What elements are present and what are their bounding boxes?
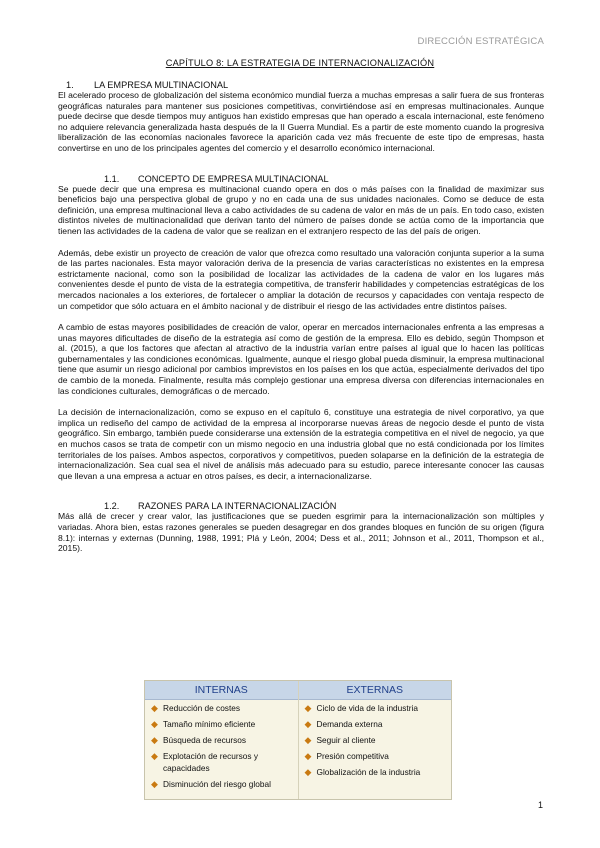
diamond-bullet-icon: ◆ [151,735,158,746]
section-1-1-paragraph-3: A cambio de estas mayores posibilidades de creación de valor, operar en mercados internacionales enfrenta a las empresas a unas mayores dificultades de diseño de la estrategia así como de gestión de la empresa. Ello es debido, según Thompson et al. (2015), a que los factores que afectan al atractivo de la industria varían entre países al igual que lo hacen las políticas gubernamentales y las condiciones económicas. Igualmente, aunque el riesgo global pueda disminuir, la empresa multinacional tiene que asumir un riesgo adicional por cambios imprevistos en los países en los que actúa, especialmente derivados del tipo de cambio de la moneda. Finalmente, resulta más complejo gestionar una empresa diversa con diferencias internacionales en las condiciones culturales, demográficas o de mercado. [58,322,544,396]
section-1-1-number: 1.1. [104,173,120,184]
list-item: ◆ Presión competitiva [304,751,389,762]
section-1-title: LA EMPRESA MULTINACIONAL [94,80,229,90]
internas-column [145,681,299,799]
section-1-heading [66,80,544,90]
list-item: ◆ Búsqueda de recursos [151,735,247,746]
diamond-bullet-icon: ◆ [151,778,158,789]
list-item: ◆ Demanda externa [304,719,383,730]
chapter-title: CAPÍTULO 8: LA ESTRATEGIA DE INTERNACIONALIZACIÓN [165,58,435,68]
list-item: ◆ Seguir al cliente [304,735,376,746]
diamond-bullet-icon: ◆ [304,735,312,746]
section-1-paragraph: El acelerado proceso de globalización del sistema económico mundial fuerza a muchas empresas a salir fuera de sus fronteras geográficas naturales para mantener sus posiciones competitivas, convirtiéndose así en empresas multinacionales. Aunque puede decirse que desde tiempos muy antiguos han existido empresas que han operado a escala internacional, este fenómeno no adquiere relevancia generalizada hasta después de la II Guerra Mundial. Es a partir de este momento cuando la progresiva liberalización de las economías nacionales favorece la aparición cada vez más frecuente de este tipo de empresas, hasta convertirse en uno de los principales agentes del comercio y el desarrollo económico internacional. [58,90,544,153]
section-1-2-heading [104,501,544,511]
diamond-bullet-icon: ◆ [151,751,158,762]
running-header: DIRECCIÓN ESTRATÉGICA [417,36,544,47]
list-item: ◆ Globalización de la industria [304,767,421,778]
diamond-bullet-icon: ◆ [304,719,312,730]
list-item: ◆ Tamaño mínimo eficiente [151,719,256,730]
section-1-1-paragraph-2: Además, debe existir un proyecto de creación de valor que ofrezca como resultado una valoración conjunta superior a la suma de las partes nacionales. Esta mayor valoración deriva de la presencia de varias características no existentes en la empresa estrictamente nacional, como son la posibilidad de localizar las actividades de la cadena de valor en los lugares más convenientes desde el punto de vista de la estrategia competitiva, de transferir habilidades y competencias estratégicas de los mercados nacionales a los exteriores, de fortalecer o ampliar la dotación de recursos y capacidades con ventaja respecto de un competidor que sólo actuara en el ámbito nacional y de distribuir el riesgo de las actividades entre distintos países. [58,247,544,311]
section-1-1-heading [104,174,544,184]
list-item: ◆ Reducción de costes [151,703,241,713]
section-1-2-number: 1.2. [104,501,120,512]
diamond-bullet-icon: ◆ [304,751,312,762]
page-number: 1 [537,800,543,810]
list-item: ◆ Ciclo de vida de la industria [304,703,418,713]
section-1-number: 1. [66,80,74,90]
externas-header: EXTERNAS [299,681,452,700]
list-item: ◆ Explotación de recursos y capacidades [151,751,259,773]
figure-reasons-internationalization [144,680,452,800]
section-1-1-title: CONCEPTO DE EMPRESA MULTINACIONAL [138,173,329,184]
internas-header: INTERNAS [145,681,298,700]
diamond-bullet-icon: ◆ [151,719,158,730]
section-1-2-paragraph: Más allá de crecer y crear valor, las justificaciones que se pueden esgrimir para la internacionalización son múltiples y variadas. Ahora bien, estas razones generales se pueden desagregar en dos grandes bloques en función de su origen (figura 8.1): internas y externas (Dunning, 1988, 1991; Plá y León, 2004; Dess et al., 2011; Johnson et al., 2011, Thompson et al., 2015). [58,511,544,554]
page-content [58,80,544,554]
section-1-2-title: RAZONES PARA LA INTERNACIONALIZACIÓN [138,501,337,512]
diamond-bullet-icon: ◆ [304,767,312,778]
diamond-bullet-icon: ◆ [151,703,158,713]
externas-column [299,681,452,799]
section-1-1-paragraph-4: La decisión de internacionalización, como se expuso en el capítulo 6, constituye una estrategia de nivel corporativo, ya que implica un rediseño del campo de actividad de la empresa al incorporarse nuevas áreas de negocio desde el punto de vista geográfico. Sin embargo, también puede considerarse una extensión de la estrategia competitiva en el nivel de negocio, ya que en muchos casos se trata de competir con un mismo negocio en una industria global que no está condicionada por los límites territoriales de los países. Ambos aspectos, corporativos y competitivos, pueden solaparse en la definición de la estrategia de internacionalización. Sea cual sea el nivel de análisis más adecuado para su estudio, parece interesante conocer las causas que llevan a una empresa a actuar en otros países, es decir, a internacionalizarse. [58,407,544,481]
section-1-1-paragraph-1: Se puede decir que una empresa es multinacional cuando opera en dos o más países con la finalidad de maximizar sus beneficios bajo una perspectiva global de grupo y no en cada una de sus unidades nacionales. Como se deduce de esta definición, una empresa multinacional lleva a cabo actividades de su cadena de valor en más de un país. En todo caso, existen distintos niveles de multinacionalidad que derivan tanto del número de países donde se actúa como de la importancia que tienen las actividades de la cadena de valor que se realizan en el extranjero respecto de las del país de origen. [58,183,544,236]
list-item: ◆ Disminución del riesgo global [151,778,271,789]
diamond-bullet-icon: ◆ [304,703,312,713]
